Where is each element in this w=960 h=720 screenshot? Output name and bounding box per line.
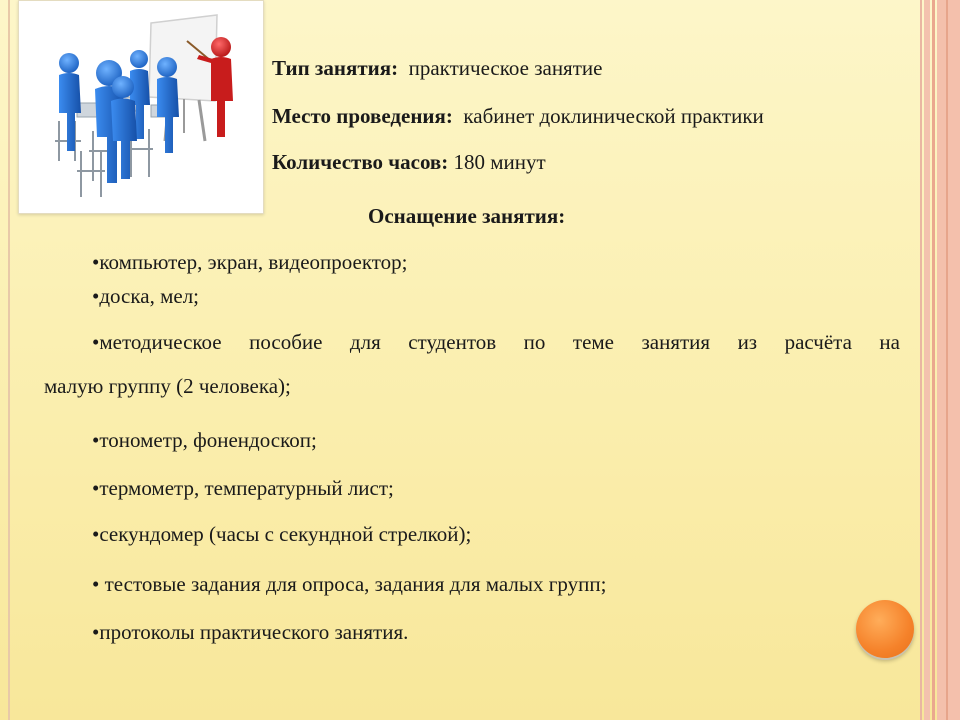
equipment-item-multiline — [44, 320, 900, 408]
presentation-class-icon — [18, 0, 264, 214]
left-border-line — [8, 0, 10, 720]
equipment-title: Оснащение занятия: — [368, 204, 566, 228]
equipment-item: • тестовые задания для опроса, задания для малых групп; — [92, 572, 607, 596]
location-value: кабинет доклинической практики — [463, 104, 764, 128]
lesson-type-label: Тип занятия: — [272, 56, 399, 80]
hours-value: 180 минут — [453, 150, 546, 174]
equipment-item: •методическое пособие для студентов по теме занятия из расчёта на — [92, 330, 900, 354]
right-decorative-stripes — [920, 0, 960, 720]
hours-line — [272, 150, 546, 175]
equipment-item: •доска, мел; — [92, 284, 200, 308]
lesson-type-line — [272, 56, 602, 81]
lesson-type-value: практическое занятие — [408, 56, 603, 80]
location-line — [272, 104, 764, 129]
equipment-item-continuation: малую группу (2 человека); — [44, 374, 291, 398]
decorative-orange-circle — [856, 600, 914, 658]
equipment-item: •протоколы практического занятия. — [92, 620, 409, 644]
equipment-item: •термометр, температурный лист; — [92, 476, 394, 500]
equipment-item: •компьютер, экран, видеопроектор; — [92, 250, 408, 274]
location-label: Место проведения: — [272, 104, 453, 128]
equipment-item: •секундомер (часы с секундной стрелкой); — [92, 522, 472, 546]
equipment-item: •тонометр, фонендоскоп; — [92, 428, 317, 452]
hours-label: Количество часов: — [272, 150, 449, 174]
